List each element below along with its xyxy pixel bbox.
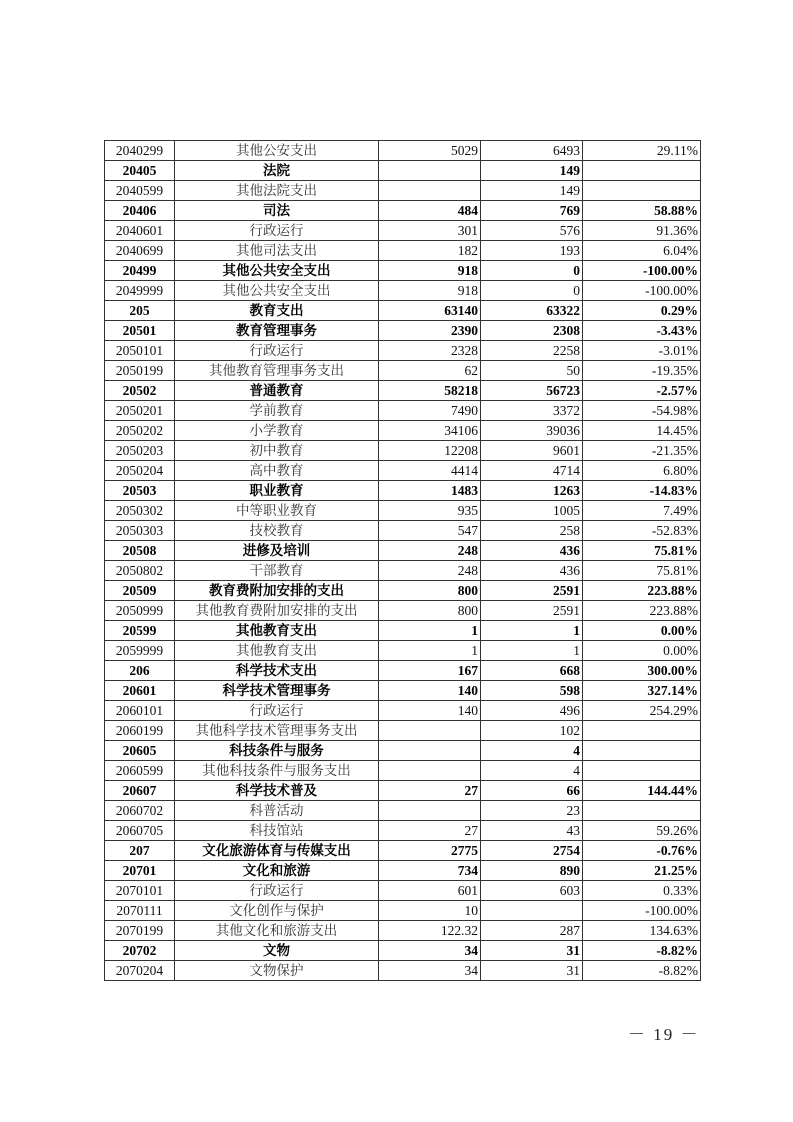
- row-code-cell: 2070111: [105, 901, 175, 921]
- row-code-cell: 2060199: [105, 721, 175, 741]
- table-row: [105, 221, 701, 241]
- row-change-percent-cell: -100.00%: [583, 281, 701, 301]
- table-row: [105, 561, 701, 581]
- row-prev-year-cell: 63140: [379, 301, 481, 321]
- row-prev-year-cell: [379, 181, 481, 201]
- row-change-percent-cell: 0.00%: [583, 641, 701, 661]
- table-row: [105, 901, 701, 921]
- row-change-percent-cell: -0.76%: [583, 841, 701, 861]
- row-code-cell: 20405: [105, 161, 175, 181]
- row-prev-year-cell: 5029: [379, 141, 481, 161]
- row-name-cell: 文物保护: [175, 961, 379, 981]
- row-prev-year-cell: 27: [379, 781, 481, 801]
- row-name-cell: 科学技术普及: [175, 781, 379, 801]
- row-change-percent-cell: [583, 161, 701, 181]
- row-change-percent-cell: -21.35%: [583, 441, 701, 461]
- row-name-cell: 文化和旅游: [175, 861, 379, 881]
- row-current-year-cell: 2308: [481, 321, 583, 341]
- row-prev-year-cell: 140: [379, 701, 481, 721]
- row-current-year-cell: 2591: [481, 581, 583, 601]
- row-code-cell: 2050204: [105, 461, 175, 481]
- row-current-year-cell: 4714: [481, 461, 583, 481]
- row-code-cell: 2070101: [105, 881, 175, 901]
- row-current-year-cell: 63322: [481, 301, 583, 321]
- table-body: [105, 141, 701, 981]
- row-prev-year-cell: [379, 761, 481, 781]
- row-name-cell: 司法: [175, 201, 379, 221]
- row-code-cell: 2050802: [105, 561, 175, 581]
- table-row: [105, 141, 701, 161]
- row-change-percent-cell: -19.35%: [583, 361, 701, 381]
- row-change-percent-cell: 75.81%: [583, 541, 701, 561]
- table-row: [105, 421, 701, 441]
- table-row: [105, 641, 701, 661]
- row-current-year-cell: 0: [481, 281, 583, 301]
- row-name-cell: 其他司法支出: [175, 241, 379, 261]
- row-change-percent-cell: 58.88%: [583, 201, 701, 221]
- table-row: [105, 621, 701, 641]
- row-prev-year-cell: 547: [379, 521, 481, 541]
- row-prev-year-cell: [379, 161, 481, 181]
- row-name-cell: 教育费附加安排的支出: [175, 581, 379, 601]
- row-current-year-cell: 1: [481, 641, 583, 661]
- row-code-cell: 20508: [105, 541, 175, 561]
- table-row: [105, 661, 701, 681]
- row-code-cell: 2050101: [105, 341, 175, 361]
- row-name-cell: 中等职业教育: [175, 501, 379, 521]
- row-change-percent-cell: -100.00%: [583, 901, 701, 921]
- row-current-year-cell: 56723: [481, 381, 583, 401]
- row-code-cell: 207: [105, 841, 175, 861]
- row-name-cell: 教育管理事务: [175, 321, 379, 341]
- table-row: [105, 681, 701, 701]
- row-current-year-cell: 598: [481, 681, 583, 701]
- row-current-year-cell: [481, 901, 583, 921]
- row-code-cell: 2060705: [105, 821, 175, 841]
- row-name-cell: 高中教育: [175, 461, 379, 481]
- row-name-cell: 行政运行: [175, 341, 379, 361]
- row-name-cell: 其他法院支出: [175, 181, 379, 201]
- row-change-percent-cell: 6.04%: [583, 241, 701, 261]
- table-row: [105, 821, 701, 841]
- row-current-year-cell: 149: [481, 161, 583, 181]
- row-change-percent-cell: 6.80%: [583, 461, 701, 481]
- row-change-percent-cell: [583, 741, 701, 761]
- row-change-percent-cell: 134.63%: [583, 921, 701, 941]
- row-code-cell: 2060702: [105, 801, 175, 821]
- row-change-percent-cell: -8.82%: [583, 961, 701, 981]
- table-row: [105, 721, 701, 741]
- row-prev-year-cell: 918: [379, 281, 481, 301]
- row-code-cell: 20501: [105, 321, 175, 341]
- row-current-year-cell: 668: [481, 661, 583, 681]
- row-code-cell: 2050201: [105, 401, 175, 421]
- row-prev-year-cell: 10: [379, 901, 481, 921]
- row-change-percent-cell: -2.57%: [583, 381, 701, 401]
- row-current-year-cell: 0: [481, 261, 583, 281]
- row-prev-year-cell: 918: [379, 261, 481, 281]
- table-row: [105, 841, 701, 861]
- row-name-cell: 其他文化和旅游支出: [175, 921, 379, 941]
- row-code-cell: 206: [105, 661, 175, 681]
- row-change-percent-cell: 223.88%: [583, 581, 701, 601]
- row-name-cell: 小学教育: [175, 421, 379, 441]
- row-code-cell: 2040699: [105, 241, 175, 261]
- table-row: [105, 461, 701, 481]
- row-change-percent-cell: 14.45%: [583, 421, 701, 441]
- row-prev-year-cell: 1: [379, 641, 481, 661]
- row-change-percent-cell: [583, 721, 701, 741]
- row-change-percent-cell: 29.11%: [583, 141, 701, 161]
- row-code-cell: 2040601: [105, 221, 175, 241]
- row-prev-year-cell: [379, 801, 481, 821]
- row-code-cell: 20607: [105, 781, 175, 801]
- row-code-cell: 2050202: [105, 421, 175, 441]
- row-change-percent-cell: [583, 761, 701, 781]
- row-current-year-cell: 4: [481, 761, 583, 781]
- row-code-cell: 2059999: [105, 641, 175, 661]
- table-row: [105, 521, 701, 541]
- row-current-year-cell: 258: [481, 521, 583, 541]
- row-prev-year-cell: 34: [379, 941, 481, 961]
- row-name-cell: 其他教育管理事务支出: [175, 361, 379, 381]
- row-prev-year-cell: 800: [379, 581, 481, 601]
- row-current-year-cell: 576: [481, 221, 583, 241]
- row-change-percent-cell: 0.29%: [583, 301, 701, 321]
- row-change-percent-cell: -3.01%: [583, 341, 701, 361]
- row-prev-year-cell: 7490: [379, 401, 481, 421]
- row-name-cell: 法院: [175, 161, 379, 181]
- row-code-cell: 20702: [105, 941, 175, 961]
- row-code-cell: 205: [105, 301, 175, 321]
- row-code-cell: 2040299: [105, 141, 175, 161]
- row-name-cell: 进修及培训: [175, 541, 379, 561]
- row-name-cell: 其他科技条件与服务支出: [175, 761, 379, 781]
- table-row: [105, 281, 701, 301]
- row-name-cell: 文物: [175, 941, 379, 961]
- row-prev-year-cell: 301: [379, 221, 481, 241]
- table-row: [105, 761, 701, 781]
- row-current-year-cell: 436: [481, 541, 583, 561]
- row-prev-year-cell: 484: [379, 201, 481, 221]
- row-change-percent-cell: -3.43%: [583, 321, 701, 341]
- table-row: [105, 861, 701, 881]
- table-row: [105, 941, 701, 961]
- row-change-percent-cell: 300.00%: [583, 661, 701, 681]
- row-name-cell: 科普活动: [175, 801, 379, 821]
- row-name-cell: 行政运行: [175, 701, 379, 721]
- row-code-cell: 2050203: [105, 441, 175, 461]
- row-current-year-cell: 4: [481, 741, 583, 761]
- row-current-year-cell: 43: [481, 821, 583, 841]
- row-code-cell: 20701: [105, 861, 175, 881]
- table-row: [105, 161, 701, 181]
- row-prev-year-cell: 248: [379, 541, 481, 561]
- row-name-cell: 其他教育支出: [175, 621, 379, 641]
- row-change-percent-cell: 91.36%: [583, 221, 701, 241]
- table-row: [105, 181, 701, 201]
- row-name-cell: 科技条件与服务: [175, 741, 379, 761]
- row-code-cell: 20599: [105, 621, 175, 641]
- row-prev-year-cell: 58218: [379, 381, 481, 401]
- row-change-percent-cell: -8.82%: [583, 941, 701, 961]
- row-prev-year-cell: 167: [379, 661, 481, 681]
- table-row: [105, 381, 701, 401]
- row-change-percent-cell: 327.14%: [583, 681, 701, 701]
- row-current-year-cell: 2591: [481, 601, 583, 621]
- row-prev-year-cell: 122.32: [379, 921, 481, 941]
- table-row: [105, 441, 701, 461]
- table-row: [105, 501, 701, 521]
- row-current-year-cell: 102: [481, 721, 583, 741]
- row-change-percent-cell: [583, 181, 701, 201]
- row-prev-year-cell: 800: [379, 601, 481, 621]
- row-change-percent-cell: 254.29%: [583, 701, 701, 721]
- row-prev-year-cell: 182: [379, 241, 481, 261]
- row-code-cell: 20509: [105, 581, 175, 601]
- row-code-cell: 2050303: [105, 521, 175, 541]
- row-prev-year-cell: 248: [379, 561, 481, 581]
- row-change-percent-cell: 0.33%: [583, 881, 701, 901]
- row-change-percent-cell: [583, 801, 701, 821]
- table-row: [105, 541, 701, 561]
- row-name-cell: 职业教育: [175, 481, 379, 501]
- row-name-cell: 科学技术支出: [175, 661, 379, 681]
- row-code-cell: 20605: [105, 741, 175, 761]
- row-prev-year-cell: 140: [379, 681, 481, 701]
- row-prev-year-cell: 62: [379, 361, 481, 381]
- row-change-percent-cell: 75.81%: [583, 561, 701, 581]
- row-code-cell: 2060599: [105, 761, 175, 781]
- table-row: [105, 601, 701, 621]
- row-prev-year-cell: 34: [379, 961, 481, 981]
- row-current-year-cell: 31: [481, 941, 583, 961]
- row-prev-year-cell: 601: [379, 881, 481, 901]
- row-name-cell: 其他公安支出: [175, 141, 379, 161]
- row-current-year-cell: 890: [481, 861, 583, 881]
- row-current-year-cell: 496: [481, 701, 583, 721]
- row-prev-year-cell: 34106: [379, 421, 481, 441]
- row-prev-year-cell: 27: [379, 821, 481, 841]
- row-code-cell: 2070199: [105, 921, 175, 941]
- row-change-percent-cell: -52.83%: [583, 521, 701, 541]
- table-row: [105, 321, 701, 341]
- table-row: [105, 701, 701, 721]
- row-code-cell: 20503: [105, 481, 175, 501]
- row-current-year-cell: 769: [481, 201, 583, 221]
- row-prev-year-cell: 2390: [379, 321, 481, 341]
- row-code-cell: 2050199: [105, 361, 175, 381]
- row-current-year-cell: 23: [481, 801, 583, 821]
- row-name-cell: 技校教育: [175, 521, 379, 541]
- row-change-percent-cell: 144.44%: [583, 781, 701, 801]
- row-name-cell: 其他教育支出: [175, 641, 379, 661]
- page-number: － 19 －: [628, 1025, 700, 1044]
- row-name-cell: 干部教育: [175, 561, 379, 581]
- table-row: [105, 781, 701, 801]
- row-current-year-cell: 149: [481, 181, 583, 201]
- row-change-percent-cell: -14.83%: [583, 481, 701, 501]
- row-current-year-cell: 50: [481, 361, 583, 381]
- row-name-cell: 学前教育: [175, 401, 379, 421]
- row-name-cell: 初中教育: [175, 441, 379, 461]
- row-change-percent-cell: 7.49%: [583, 501, 701, 521]
- row-name-cell: 其他科学技术管理事务支出: [175, 721, 379, 741]
- table-row: [105, 201, 701, 221]
- row-prev-year-cell: 4414: [379, 461, 481, 481]
- row-change-percent-cell: -54.98%: [583, 401, 701, 421]
- row-change-percent-cell: -100.00%: [583, 261, 701, 281]
- row-name-cell: 行政运行: [175, 881, 379, 901]
- row-name-cell: 教育支出: [175, 301, 379, 321]
- row-code-cell: 20499: [105, 261, 175, 281]
- row-name-cell: 科学技术管理事务: [175, 681, 379, 701]
- row-current-year-cell: 1263: [481, 481, 583, 501]
- row-name-cell: 行政运行: [175, 221, 379, 241]
- budget-table: [104, 140, 701, 981]
- row-current-year-cell: 39036: [481, 421, 583, 441]
- row-current-year-cell: 2754: [481, 841, 583, 861]
- row-code-cell: 2070204: [105, 961, 175, 981]
- row-change-percent-cell: 223.88%: [583, 601, 701, 621]
- row-current-year-cell: 3372: [481, 401, 583, 421]
- row-prev-year-cell: 12208: [379, 441, 481, 461]
- row-code-cell: 2060101: [105, 701, 175, 721]
- row-code-cell: 2040599: [105, 181, 175, 201]
- row-current-year-cell: 1: [481, 621, 583, 641]
- table-row: [105, 401, 701, 421]
- row-change-percent-cell: 0.00%: [583, 621, 701, 641]
- row-prev-year-cell: [379, 741, 481, 761]
- row-name-cell: 其他公共安全支出: [175, 261, 379, 281]
- row-name-cell: 科技馆站: [175, 821, 379, 841]
- row-prev-year-cell: 1: [379, 621, 481, 641]
- row-code-cell: 2050302: [105, 501, 175, 521]
- row-name-cell: 普通教育: [175, 381, 379, 401]
- row-prev-year-cell: 2775: [379, 841, 481, 861]
- table-row: [105, 341, 701, 361]
- row-name-cell: 文化旅游体育与传媒支出: [175, 841, 379, 861]
- table-row: [105, 261, 701, 281]
- row-code-cell: 20406: [105, 201, 175, 221]
- row-name-cell: 其他教育费附加安排的支出: [175, 601, 379, 621]
- row-change-percent-cell: 59.26%: [583, 821, 701, 841]
- table-row: [105, 361, 701, 381]
- table-row: [105, 581, 701, 601]
- row-current-year-cell: 66: [481, 781, 583, 801]
- table-row: [105, 481, 701, 501]
- table-row: [105, 961, 701, 981]
- table-row: [105, 801, 701, 821]
- row-current-year-cell: 1005: [481, 501, 583, 521]
- row-current-year-cell: 6493: [481, 141, 583, 161]
- row-code-cell: 2050999: [105, 601, 175, 621]
- row-current-year-cell: 603: [481, 881, 583, 901]
- row-current-year-cell: 2258: [481, 341, 583, 361]
- row-prev-year-cell: 935: [379, 501, 481, 521]
- row-current-year-cell: 436: [481, 561, 583, 581]
- row-prev-year-cell: 2328: [379, 341, 481, 361]
- table-row: [105, 301, 701, 321]
- row-current-year-cell: 193: [481, 241, 583, 261]
- row-code-cell: 2049999: [105, 281, 175, 301]
- row-name-cell: 文化创作与保护: [175, 901, 379, 921]
- row-prev-year-cell: 1483: [379, 481, 481, 501]
- row-prev-year-cell: [379, 721, 481, 741]
- row-code-cell: 20601: [105, 681, 175, 701]
- table-row: [105, 921, 701, 941]
- row-name-cell: 其他公共安全支出: [175, 281, 379, 301]
- row-code-cell: 20502: [105, 381, 175, 401]
- table-row: [105, 741, 701, 761]
- table-row: [105, 241, 701, 261]
- row-current-year-cell: 287: [481, 921, 583, 941]
- row-current-year-cell: 31: [481, 961, 583, 981]
- row-change-percent-cell: 21.25%: [583, 861, 701, 881]
- row-prev-year-cell: 734: [379, 861, 481, 881]
- row-current-year-cell: 9601: [481, 441, 583, 461]
- table-row: [105, 881, 701, 901]
